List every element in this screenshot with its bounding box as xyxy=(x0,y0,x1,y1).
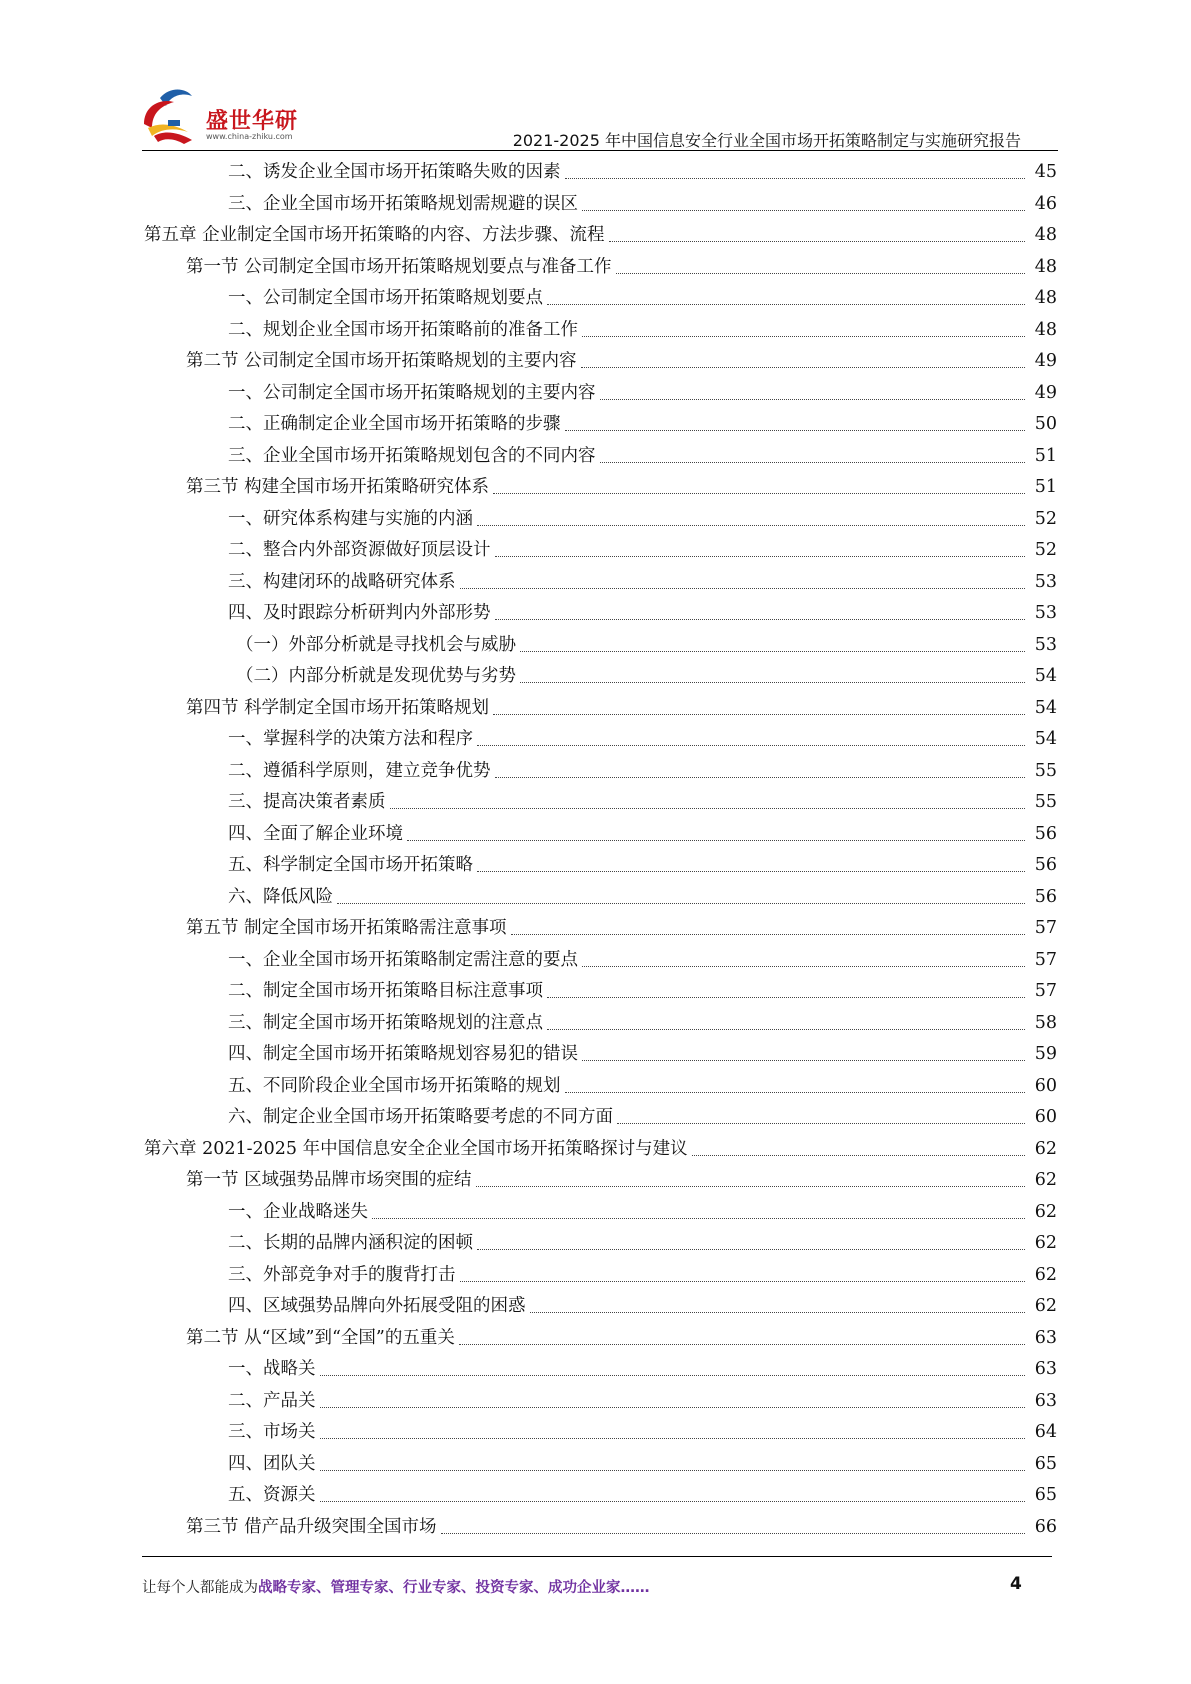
toc-entry-label: 四、全面了解企业环境 xyxy=(228,823,403,844)
toc-dot-leader xyxy=(582,966,1025,967)
toc-entry-page: 58 xyxy=(1034,1012,1057,1033)
toc-dot-leader xyxy=(520,651,1025,652)
toc-entry[interactable] xyxy=(0,1386,1191,1418)
toc-entry-label: 五、科学制定全国市场开拓策略 xyxy=(228,855,473,875)
table-of-contents xyxy=(0,157,1191,1543)
toc-entry-label: 六、制定企业全国市场开拓策略要考虑的不同方面 xyxy=(228,1107,613,1127)
toc-entry[interactable] xyxy=(0,882,1191,914)
toc-entry-label: 第二节 从“区域”到“全国”的五重关 xyxy=(186,1327,455,1348)
toc-dot-leader xyxy=(441,1533,1025,1534)
toc-entry[interactable] xyxy=(0,693,1191,725)
toc-entry[interactable] xyxy=(0,472,1191,504)
toc-entry-page: 62 xyxy=(1034,1201,1057,1222)
footer-slogan-roles: 战略专家、管理专家、行业专家、投资专家、成功企业家…… xyxy=(258,1580,650,1596)
toc-entry[interactable] xyxy=(0,819,1191,851)
toc-dot-leader xyxy=(477,871,1025,872)
toc-dot-leader xyxy=(459,1344,1025,1345)
footer-slogan-prefix: 让每个人都能成为 xyxy=(142,1580,258,1596)
toc-dot-leader xyxy=(609,241,1025,242)
toc-entry-label: 二、长期的品牌内涵积淀的困顿 xyxy=(228,1233,473,1253)
toc-entry[interactable] xyxy=(0,535,1191,567)
toc-entry-page: 60 xyxy=(1034,1075,1057,1096)
toc-entry-label: 五、不同阶段企业全国市场开拓策略的规划 xyxy=(228,1075,561,1096)
toc-entry-page: 45 xyxy=(1034,162,1057,182)
toc-entry-label: 二、诱发企业全国市场开拓策略失败的因素 xyxy=(228,162,561,182)
toc-entry-page: 63 xyxy=(1034,1327,1057,1348)
toc-dot-leader xyxy=(320,1470,1026,1471)
toc-dot-leader xyxy=(511,934,1025,935)
toc-entry-label: 四、区域强势品牌向外拓展受阻的困惑 xyxy=(228,1296,526,1316)
logo-title: 盛世华研 xyxy=(206,109,299,134)
toc-dot-leader xyxy=(390,808,1026,809)
toc-dot-leader xyxy=(493,493,1025,494)
toc-entry-label: 一、公司制定全国市场开拓策略规划的主要内容 xyxy=(228,382,596,403)
toc-entry-page: 62 xyxy=(1034,1264,1057,1285)
toc-dot-leader xyxy=(320,1375,1026,1376)
toc-entry-page: 65 xyxy=(1034,1485,1057,1505)
toc-dot-leader xyxy=(582,210,1025,211)
toc-entry[interactable] xyxy=(0,756,1191,788)
toc-entry-page: 53 xyxy=(1034,571,1057,592)
toc-entry-page: 66 xyxy=(1034,1516,1057,1537)
toc-entry[interactable] xyxy=(0,378,1191,410)
toc-dot-leader xyxy=(530,1312,1026,1313)
toc-entry-label: 三、提高决策者素质 xyxy=(228,792,386,812)
toc-entry[interactable] xyxy=(0,1008,1191,1040)
toc-dot-leader xyxy=(495,777,1026,778)
toc-entry[interactable] xyxy=(0,157,1191,189)
toc-entry-label: 一、战略关 xyxy=(228,1359,316,1379)
toc-entry[interactable] xyxy=(0,787,1191,819)
toc-dot-leader xyxy=(407,840,1025,841)
toc-entry-label: 二、整合内外部资源做好顶层设计 xyxy=(228,540,491,560)
toc-dot-leader xyxy=(600,462,1026,463)
toc-entry-page: 59 xyxy=(1034,1044,1057,1064)
toc-entry-label: 二、遵循科学原则，建立竞争优势 xyxy=(228,760,491,781)
toc-entry[interactable] xyxy=(0,1197,1191,1229)
toc-entry[interactable] xyxy=(0,283,1191,315)
toc-entry-page: 53 xyxy=(1034,603,1057,623)
toc-entry-page: 55 xyxy=(1034,760,1057,781)
toc-entry[interactable] xyxy=(0,220,1191,252)
toc-dot-leader xyxy=(617,1123,1025,1124)
toc-dot-leader xyxy=(493,714,1025,715)
toc-entry-label: 三、市场关 xyxy=(228,1422,316,1442)
toc-entry-label: 第五章 企业制定全国市场开拓策略的内容、方法步骤、流程 xyxy=(144,225,605,245)
toc-dot-leader xyxy=(460,588,1026,589)
toc-entry[interactable] xyxy=(0,567,1191,599)
toc-entry-page: 63 xyxy=(1034,1359,1057,1379)
toc-entry-page: 52 xyxy=(1034,508,1057,529)
toc-dot-leader xyxy=(581,367,1025,368)
toc-entry-label: 一、企业全国市场开拓策略制定需注意的要点 xyxy=(228,949,578,970)
toc-entry-page: 49 xyxy=(1034,351,1057,371)
toc-entry-label: 第三节 构建全国市场开拓策略研究体系 xyxy=(186,477,490,497)
toc-entry-label: （二）内部分析就是发现优势与劣势 xyxy=(236,666,516,686)
toc-dot-leader xyxy=(600,399,1026,400)
toc-entry-page: 51 xyxy=(1034,445,1057,466)
toc-entry-page: 62 xyxy=(1034,1233,1057,1253)
toc-entry-page: 57 xyxy=(1034,949,1057,970)
toc-entry[interactable] xyxy=(0,661,1191,693)
toc-entry[interactable] xyxy=(0,598,1191,630)
toc-entry-page: 56 xyxy=(1034,886,1057,907)
toc-dot-leader xyxy=(320,1407,1026,1408)
toc-entry-label: 二、规划企业全国市场开拓策略前的准备工作 xyxy=(228,319,578,340)
page-header xyxy=(0,0,1191,160)
toc-entry[interactable] xyxy=(0,630,1191,662)
toc-entry[interactable] xyxy=(0,1512,1191,1544)
toc-entry[interactable] xyxy=(0,1291,1191,1323)
toc-entry-page: 60 xyxy=(1034,1107,1057,1127)
toc-entry-page: 54 xyxy=(1034,729,1057,749)
toc-entry-page: 56 xyxy=(1034,855,1057,875)
toc-dot-leader xyxy=(495,556,1026,557)
toc-entry[interactable] xyxy=(0,252,1191,284)
toc-entry-page: 57 xyxy=(1034,981,1057,1001)
company-logo xyxy=(140,84,310,148)
toc-entry-label: 一、公司制定全国市场开拓策略规划要点 xyxy=(228,288,543,308)
toc-dot-leader xyxy=(565,178,1026,179)
toc-dot-leader xyxy=(547,997,1025,998)
toc-dot-leader xyxy=(616,273,1025,274)
toc-entry-page: 62 xyxy=(1034,1296,1057,1316)
toc-entry-page: 48 xyxy=(1034,256,1057,277)
toc-entry-label: 二、正确制定企业全国市场开拓策略的步骤 xyxy=(228,414,561,434)
toc-entry[interactable] xyxy=(0,1323,1191,1355)
toc-entry-label: 一、研究体系构建与实施的内涵 xyxy=(228,508,473,529)
toc-entry-label: 四、制定全国市场开拓策略规划容易犯的错误 xyxy=(228,1044,578,1064)
toc-entry-label: 一、掌握科学的决策方法和程序 xyxy=(228,729,473,749)
toc-entry[interactable] xyxy=(0,976,1191,1008)
toc-entry-page: 54 xyxy=(1034,697,1057,718)
toc-dot-leader xyxy=(477,525,1025,526)
toc-dot-leader xyxy=(565,430,1026,431)
toc-entry-label: 四、及时跟踪分析研判内外部形势 xyxy=(228,603,491,623)
toc-entry-page: 56 xyxy=(1034,823,1057,844)
toc-entry-label: 一、企业战略迷失 xyxy=(228,1201,368,1222)
toc-entry-label: 第二节 公司制定全国市场开拓策略规划的主要内容 xyxy=(186,351,577,371)
toc-entry-page: 50 xyxy=(1034,414,1057,434)
toc-entry-label: 三、制定全国市场开拓策略规划的注意点 xyxy=(228,1012,543,1033)
toc-entry-label: 第三节 借产品升级突围全国市场 xyxy=(186,1516,437,1537)
toc-entry-page: 51 xyxy=(1034,477,1057,497)
toc-entry-label: （一）外部分析就是寻找机会与威胁 xyxy=(236,634,516,655)
toc-entry-page: 48 xyxy=(1034,319,1057,340)
toc-dot-leader xyxy=(582,336,1025,337)
toc-entry[interactable] xyxy=(0,1417,1191,1449)
toc-entry[interactable] xyxy=(0,1039,1191,1071)
toc-dot-leader xyxy=(320,1438,1026,1439)
toc-entry[interactable] xyxy=(0,850,1191,882)
toc-dot-leader xyxy=(460,1281,1026,1282)
toc-entry-label: 第四节 科学制定全国市场开拓策略规划 xyxy=(186,697,490,718)
toc-entry-page: 48 xyxy=(1034,225,1057,245)
toc-dot-leader xyxy=(547,304,1025,305)
report-title: 2021-2025 年中国信息安全行业全国市场开拓策略制定与实施研究报告 xyxy=(512,131,1021,150)
toc-entry[interactable] xyxy=(0,1071,1191,1103)
toc-entry-page: 48 xyxy=(1034,288,1057,308)
toc-dot-leader xyxy=(320,1501,1026,1502)
toc-entry-page: 64 xyxy=(1034,1422,1057,1442)
toc-entry-label: 第五节 制定全国市场开拓策略需注意事项 xyxy=(186,918,507,938)
toc-entry-page: 65 xyxy=(1034,1453,1057,1474)
toc-entry[interactable] xyxy=(0,189,1191,221)
toc-entry[interactable] xyxy=(0,1228,1191,1260)
toc-entry-label: 三、构建闭环的战略研究体系 xyxy=(228,571,456,592)
toc-entry[interactable] xyxy=(0,441,1191,473)
toc-entry[interactable] xyxy=(0,913,1191,945)
header-divider xyxy=(142,150,1058,151)
footer-divider xyxy=(142,1556,1052,1557)
toc-dot-leader xyxy=(547,1029,1025,1030)
logo-url: www.china-zhiku.com xyxy=(206,132,293,141)
toc-dot-leader xyxy=(372,1218,1025,1219)
toc-dot-leader xyxy=(692,1155,1025,1156)
toc-entry[interactable] xyxy=(0,724,1191,756)
toc-entry-page: 62 xyxy=(1034,1170,1057,1190)
toc-entry[interactable] xyxy=(0,1102,1191,1134)
footer-slogan xyxy=(142,1576,650,1597)
toc-entry-label: 二、制定全国市场开拓策略目标注意事项 xyxy=(228,981,543,1001)
toc-entry-label: 三、企业全国市场开拓策略规划需规避的误区 xyxy=(228,193,578,214)
toc-entry-label: 五、资源关 xyxy=(228,1485,316,1505)
toc-dot-leader xyxy=(337,903,1025,904)
toc-entry[interactable] xyxy=(0,1449,1191,1481)
toc-entry-page: 55 xyxy=(1034,792,1057,812)
toc-entry[interactable] xyxy=(0,1260,1191,1292)
page-number: 4 xyxy=(1010,1574,1022,1594)
toc-entry-page: 52 xyxy=(1034,540,1057,560)
logo-emblem-icon xyxy=(140,84,204,148)
toc-dot-leader xyxy=(477,1249,1025,1250)
toc-entry-label: 四、团队关 xyxy=(228,1453,316,1474)
toc-entry-label: 第一节 区域强势品牌市场突围的症结 xyxy=(186,1170,472,1190)
toc-entry-page: 53 xyxy=(1034,634,1057,655)
toc-dot-leader xyxy=(476,1186,1025,1187)
toc-entry[interactable] xyxy=(0,409,1191,441)
toc-entry-label: 第六章 2021-2025 年中国信息安全企业全国市场开拓策略探讨与建议 xyxy=(144,1138,688,1159)
toc-entry-label: 第一节 公司制定全国市场开拓策略规划要点与准备工作 xyxy=(186,256,612,277)
toc-entry-page: 49 xyxy=(1034,382,1057,403)
toc-entry-label: 三、外部竞争对手的腹背打击 xyxy=(228,1264,456,1285)
toc-dot-leader xyxy=(495,619,1026,620)
toc-entry[interactable] xyxy=(0,945,1191,977)
toc-entry[interactable] xyxy=(0,1165,1191,1197)
toc-entry[interactable] xyxy=(0,1354,1191,1386)
toc-entry[interactable] xyxy=(0,315,1191,347)
toc-entry[interactable] xyxy=(0,1134,1191,1166)
toc-dot-leader xyxy=(520,682,1025,683)
toc-entry-page: 54 xyxy=(1034,666,1057,686)
toc-entry-page: 62 xyxy=(1034,1138,1057,1159)
toc-entry-page: 46 xyxy=(1034,193,1057,214)
toc-dot-leader xyxy=(477,745,1025,746)
toc-entry-label: 二、产品关 xyxy=(228,1390,316,1411)
toc-dot-leader xyxy=(582,1060,1025,1061)
toc-entry[interactable] xyxy=(0,346,1191,378)
toc-entry-page: 63 xyxy=(1034,1390,1057,1411)
toc-entry[interactable] xyxy=(0,504,1191,536)
toc-dot-leader xyxy=(565,1092,1026,1093)
toc-entry-label: 三、企业全国市场开拓策略规划包含的不同内容 xyxy=(228,445,596,466)
toc-entry-label: 六、降低风险 xyxy=(228,886,333,907)
toc-entry-page: 57 xyxy=(1034,918,1057,938)
toc-entry[interactable] xyxy=(0,1480,1191,1512)
